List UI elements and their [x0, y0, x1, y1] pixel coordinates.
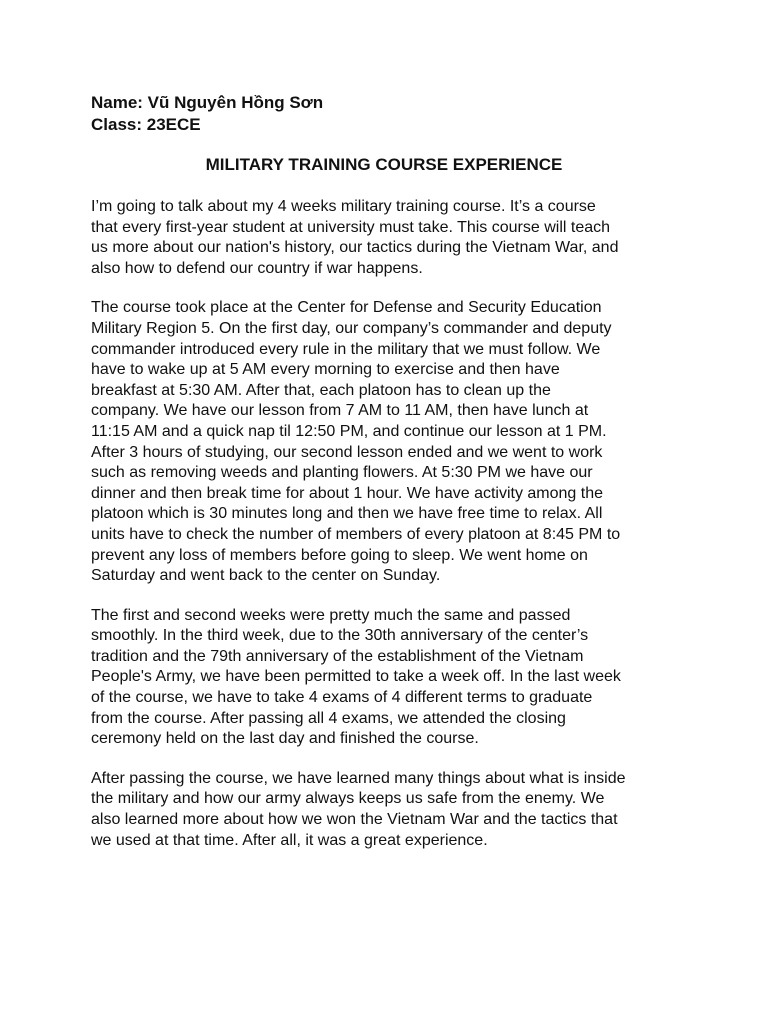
text-line: have to wake up at 5 AM every morning to exercise and then have — [91, 361, 560, 379]
text-line: 11:15 AM and a quick nap til 12:50 PM, and continue our lesson at 1 PM. — [91, 422, 607, 440]
paragraph-intro — [91, 197, 691, 279]
text-line: Military Region 5. On the first day, our company’s commander and deputy — [91, 319, 612, 337]
paragraph-schedule — [91, 298, 691, 586]
text-line: After passing the course, we have learned many things about what is inside — [91, 769, 626, 787]
text-line: People's Army, we have been permitted to take a week off. In the last week — [91, 668, 621, 686]
paragraph-weeks — [91, 606, 691, 750]
text-line: of the course, we have to take 4 exams of 4 different terms to graduate — [91, 689, 593, 707]
text-line: we used at that time. After all, it was a great experience. — [91, 831, 488, 849]
document-page — [91, 92, 691, 851]
text-line: I’m going to talk about my 4 weeks military training course. It’s a course — [91, 198, 596, 215]
text-line: prevent any loss of members before going to sleep. We went home on — [91, 546, 588, 564]
text-line: also learned more about how we won the Vietnam War and the tactics that — [91, 811, 618, 829]
text-line: After 3 hours of studying, our second lesson ended and we went to work — [91, 443, 603, 461]
text-line: tradition and the 79th anniversary of the establishment of the Vietnam — [91, 647, 584, 665]
student-class: Class: 23ECE — [91, 115, 201, 134]
paragraph-conclusion — [91, 769, 691, 851]
text-line: such as removing weeds and planting flowers. At 5:30 PM we have our — [91, 464, 593, 482]
text-line: ceremony held on the last day and finished the course. — [91, 730, 479, 748]
text-line: commander introduced every rule in the military that we must follow. We — [91, 340, 601, 358]
text-line: that every first-year student at university must take. This course will teach — [91, 218, 611, 236]
text-line: the military and how our army always keeps us safe from the enemy. We — [91, 790, 605, 808]
text-line: dinner and then break time for about 1 hour. We have activity among the — [91, 484, 604, 502]
document-title: MILITARY TRAINING COURSE EXPERIENCE — [205, 155, 563, 174]
text-line: Saturday and went back to the center on Sunday. — [91, 567, 441, 585]
text-line: breakfast at 5:30 AM. After that, each platoon has to clean up the — [91, 381, 551, 399]
text-line: us more about our nation's history, our tactics during the Vietnam War, and — [91, 239, 619, 257]
text-line: The first and second weeks were pretty much the same and passed — [91, 606, 571, 624]
student-name: Name: Vũ Nguyên Hồng Sơn — [91, 93, 324, 112]
text-line: also how to defend our country if war happens. — [91, 259, 423, 277]
text-line: smoothly. In the third week, due to the 30th anniversary of the center’s — [91, 627, 589, 645]
text-line: from the course. After passing all 4 exams, we attended the closing — [91, 709, 566, 727]
text-line: units have to check the number of members of every platoon at 8:45 PM to — [91, 525, 621, 543]
text-line: company. We have our lesson from 7 AM to 11 AM, then have lunch at — [91, 402, 589, 420]
text-line: The course took place at the Center for Defense and Security Education — [91, 299, 602, 317]
text-line: platoon which is 30 minutes long and then we have free time to relax. All — [91, 505, 603, 523]
